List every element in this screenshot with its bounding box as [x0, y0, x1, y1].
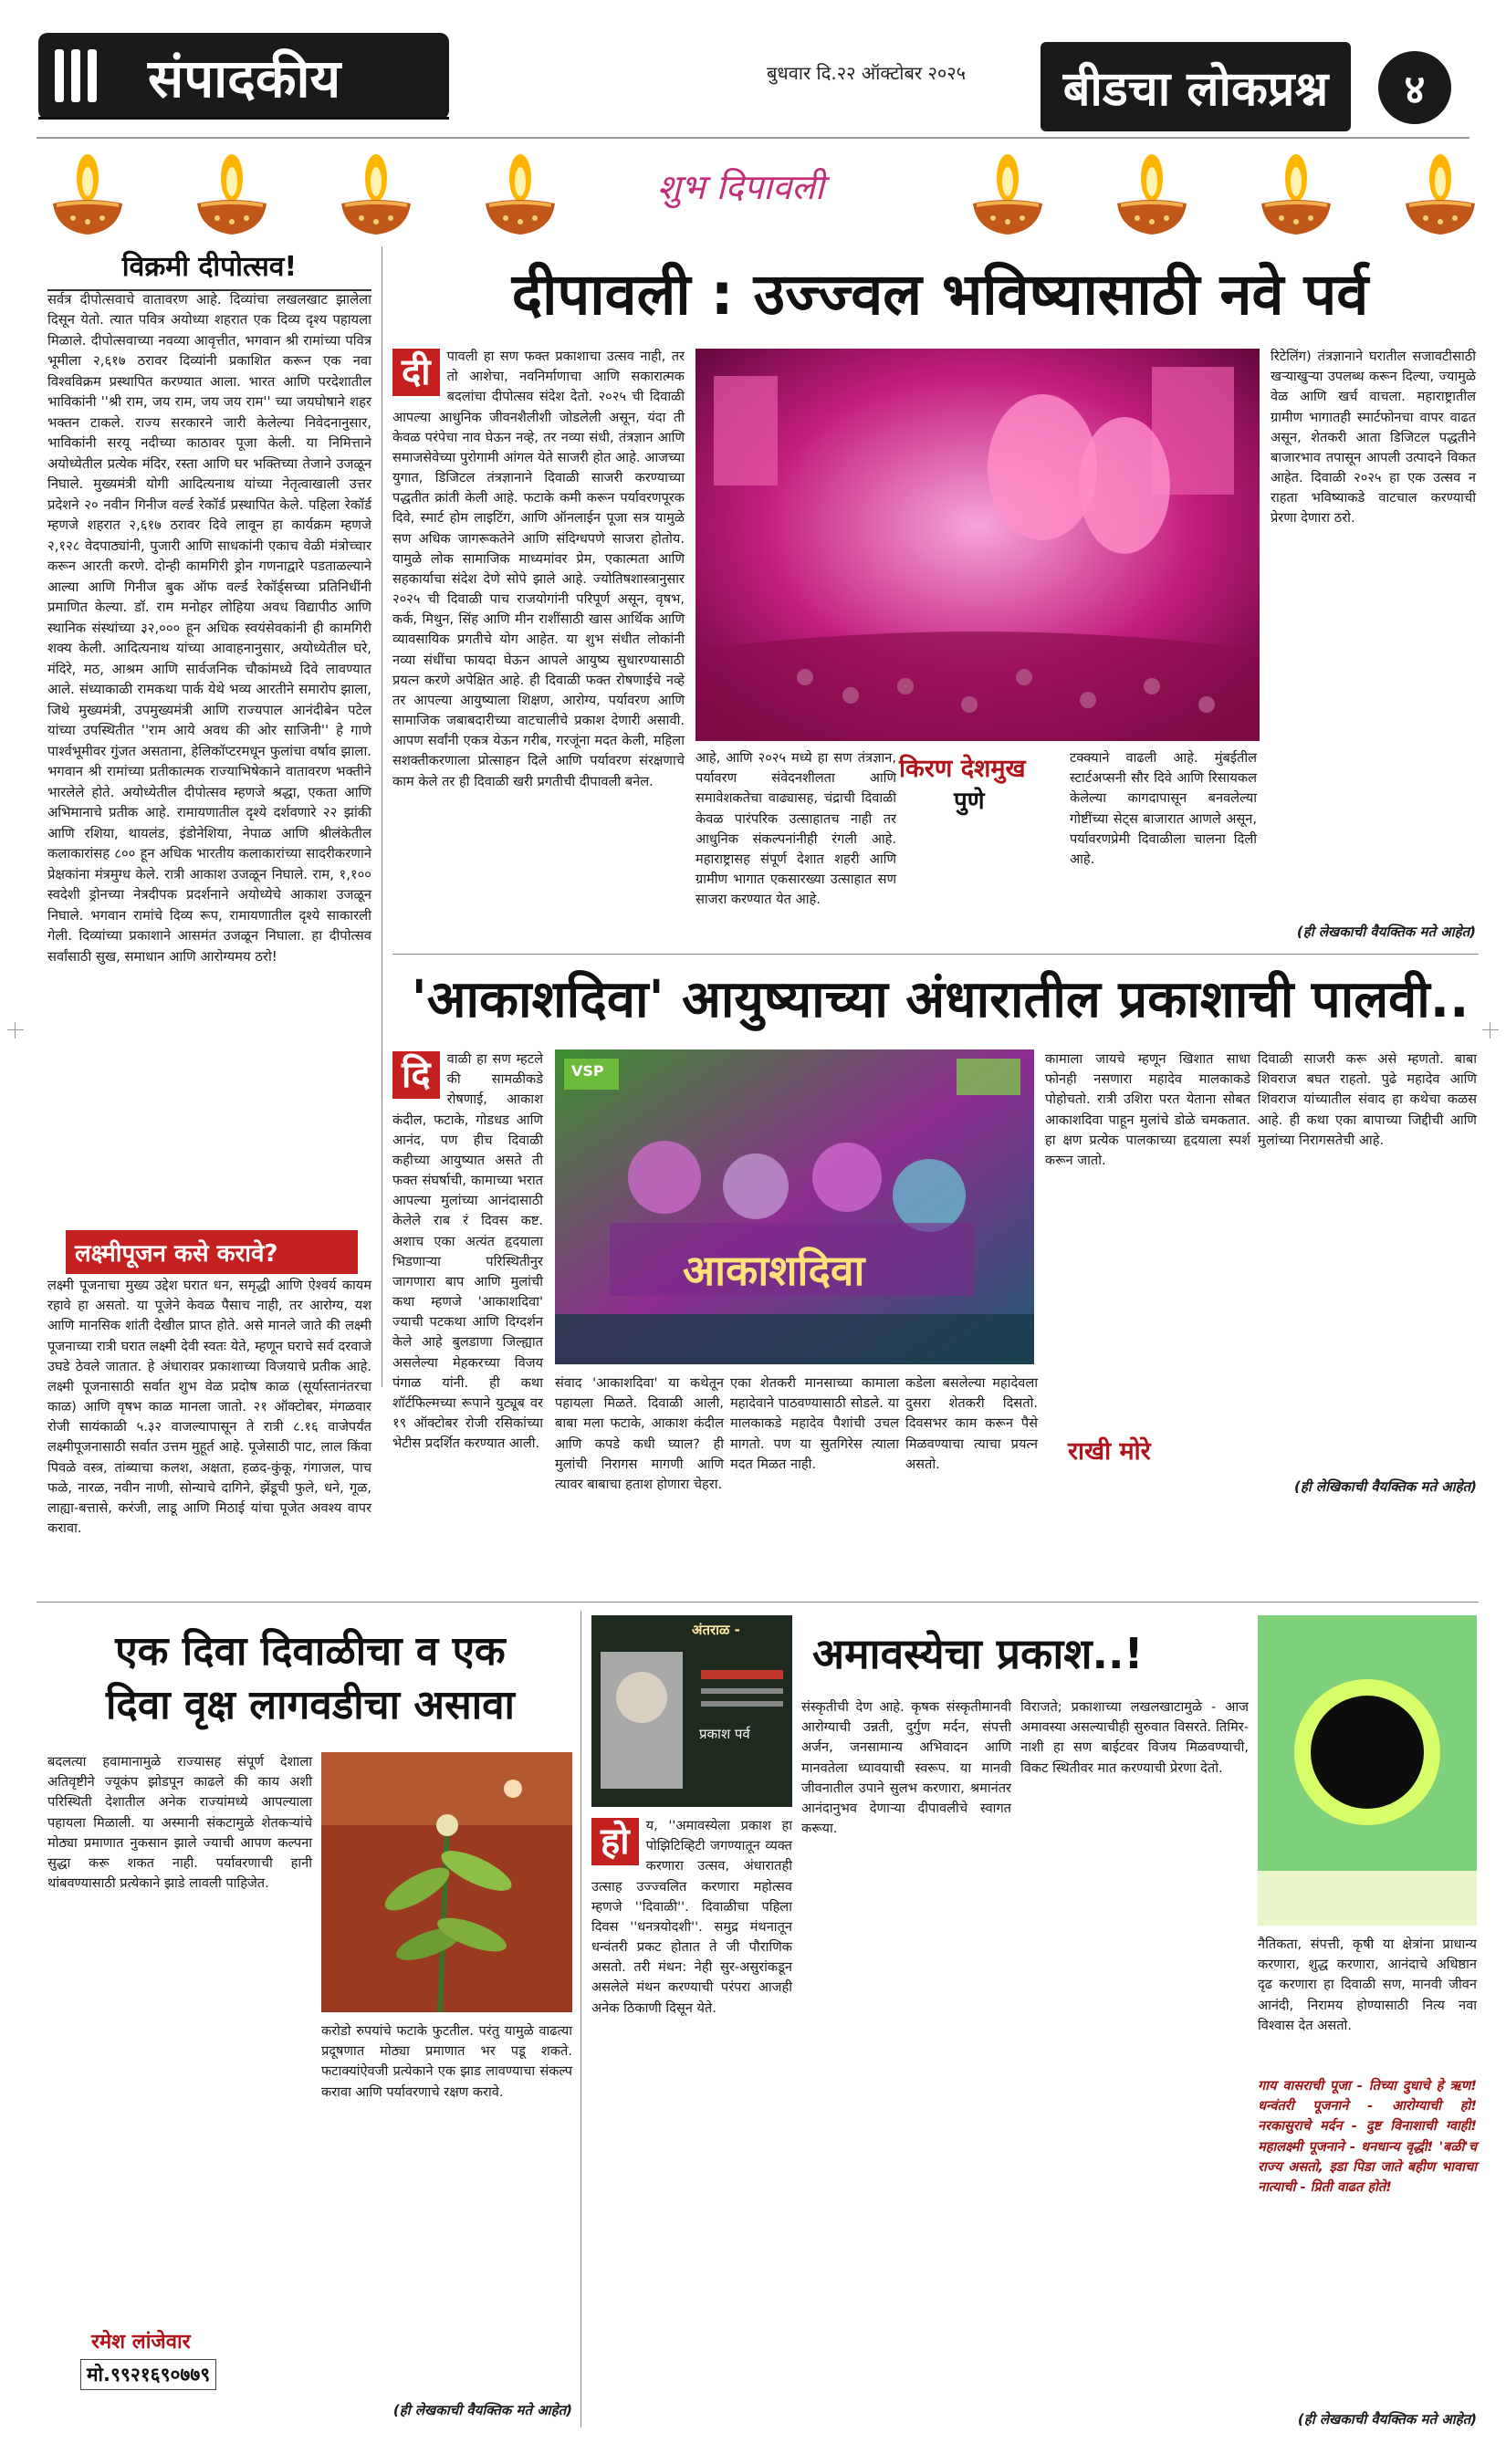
eclipse-photo	[1258, 1615, 1477, 1926]
article2-col1	[392, 1049, 543, 1452]
pen-icon	[51, 46, 106, 106]
article1-col3: टक्क्याने वाढली आहे. मुंबईतील स्टार्टअप्सनी सौर दिवे आणि रिसायकल केलेल्या कागदापासून बनवलेल्या गोष्टींच्या सेट्स बाजारात आणले असून, पर्यावरणप्रेमी दिवाळीला चालना दिली आहे.	[1070, 750, 1257, 867]
article2-col2: संवाद 'आकाशदिवा' या कथेतून पहायला मिळते. दिवाळी आली, बाबा मला फटाके, आकाश कंदील आणि कपडे कधी घ्याल? ही मुलांची निरागस मागणी आणि त्यावर बाबाचा हताश होणारा चेहरा.	[555, 1375, 724, 1492]
akashdiva-poster	[555, 1049, 1034, 1364]
article3-headline-line1: एक दिवा दिवाळीचा व एक	[115, 1628, 506, 1675]
article4-note: (ही लेखकाची वैयक्तिक मते आहेत)	[1297, 2411, 1477, 2427]
diya-icon	[336, 151, 416, 242]
article2-note: (ही लेखिकाची वैयक्तिक मते आहेत)	[1294, 1478, 1477, 1495]
diya-icon	[1112, 151, 1192, 242]
article3-note: (ही लेखकाची वैयक्तिक मते आहेत)	[392, 2402, 572, 2418]
article2-byline-name: राखी मोरे	[1068, 1437, 1151, 1466]
article1-col1	[392, 347, 685, 885]
sidebar-title: विक्रमी दीपोत्सव!	[47, 246, 371, 291]
article2-headline: 'आकाशदिवा' आयुष्याच्या अंधारातील प्रकाशाची पालवी..	[411, 970, 1469, 1029]
registration-mark	[7, 1022, 24, 1039]
diwali-temple-photo	[695, 349, 1260, 741]
dropcap: दी	[392, 349, 440, 396]
lakshmi-pooja-body: लक्ष्मी पूजनाचा मुख्य उद्देश घरात धन, समृद्धी आणि ऐश्वर्य कायम रहावे हा असतो. या पूजेने केवळ पैसाच नाही, तर आरोग्य, यश आणि मानसिक शांती देखील प्राप्त होते. असे मानले जाते की लक्ष्मी पूजनाच्या रात्री घरात लक्ष्मी देवी स्वतः येते, म्हणून घराचे सर्व दरवाजे उघडे ठेवले जातात. हे अंधारावर प्रकाशाच्या विजयाचे प्रतीक आहे. लक्ष्मी पूजनासाठी सर्वात शुभ वेळ प्रदोष काळ (सूर्यास्तानंतरचा काळ) आणि वृषभ काळ मानला जातो. २१ ऑक्टोबर, मंगळवार रोजी सायंकाळी ५.३२ वाजल्यापासून ते रात्री ८.१६ वाजेपर्यंत लक्ष्मीपूजनासाठी सर्वात उत्तम मुहूर्त आहे. पूजेसाठी पाट, लाल किंवा पिवळे वस्त्र, तांब्याचा कलश, अक्षता, हळद-कुंकू, गंगाजल, पाच फळे, नारळ, नवीन नाणी, सोन्याचे दागिने, झेंडूची फुले, धने, गूळ, लाह्या-बत्तासे, करंजी, लाडू आणि मिठाई यांचा पूजेत अवश्य वापर करावा.	[47, 1278, 371, 1537]
article4-col4: नैतिकता, संपत्ती, कृषी या क्षेत्रांना प्राधान्य करणारा, शुद्ध करणारा, आनंदाचे अधिष्ठान दृढ करणारा हा दिवाळी सण, मानवी जीवन आनंदी, निरामय होण्यासाठी नित्य नवा विश्वास देत असतो.	[1258, 1937, 1477, 2033]
article1-note: (ही लेखकाची वैयक्तिक मते आहेत)	[1296, 924, 1476, 940]
article1-col4: रिटेलिंग) तंत्रज्ञानाने घरातील सजावटीसाठी खऱ्याखुऱ्या उपलब्ध करून दिल्या, ज्यामुळे वेळ आणि खर्च वाचला. महाराष्ट्रातील ग्रामीण भागातही स्मार्टफोनचा वापर वाढत असून, शेतकरी आता डिजिटल पद्धतीने बाजारभाव तपासून आपली उत्पादने विकत आहेत. दिवाळी २०२५ हा एक उत्सव न राहता भविष्याकडे वाटचाल करण्याची प्रेरणा देणारा ठरो.	[1271, 349, 1476, 527]
article2-col1-text: वाळी हा सण म्हटले की सामळीकडे रोषणाई, आकाश कंदील, फटाके, गोडधड आणि आनंद, पण हीच दिवाळी कहीच्या आयुष्यात असते ती फक्त संघर्षाची, कामाच्या भरात आपल्या मुलांच्या आनंदासाठी केलेले राब रं दिवस कष्ट. अशाच एका अत्यंत हृदयाला भिडणाऱ्या परिस्थितीनुर जागणारा बाप आणि मुलांची कथा म्हणजे 'आकाशदिवा' ज्याची पटकथा आणि दिग्दर्शन केले आहे बुलडाणा जिल्ह्यात असलेल्या मेहकरच्या विजय पंगाळ यांनी. ही कथा शॉर्टफिल्मच्या रूपाने युट्यूब वर १९ ऑक्टोबर रोजी रसिकांच्या भेटीस प्रदर्शित करण्यात आली.	[392, 1051, 543, 1452]
article2-col5: कामाला जायचे म्हणून खिशात साधा फोनही नसणारा महादेव मालकाकडे पोहोचतो. रात्री उशिरा परत येताना सोबत आकाशदिवा पाहून मुलांचे डोळे चमकतात. हा क्षण प्रत्येक पालकाच्या हृदयाला स्पर्श करून जातो.	[1045, 1051, 1250, 1168]
article4-col3: विराजते; प्रकाशाच्या लखलखाटामुळे - आज अमावस्या असल्याचीही सुरुवात विसरते. तिमिर-नाशी हा सण बाईटवर विजय मिळवण्याची, विकट स्थितीवर मात करण्याची प्रेरणा देतो.	[1020, 1699, 1249, 1776]
dropcap: दि	[392, 1051, 440, 1099]
diya-icon	[1256, 151, 1336, 242]
article4-quote: गाय वासराची पूजा - तिच्या दुधाचे हे ऋण! धन्वंतरी पूजनाने - आरोग्याची हो! नरकासुराचे मर्दन - दुष्ट विनाशाची ग्वाही! महालक्ष्मी पूजनाने - धनधान्य वृद्धी! 'बळी'च राज्य असतो, इडा पिडा जाते बहीण भावाचा नात्याची - प्रिती वाढत होते!	[1258, 2078, 1477, 2195]
festival-poster	[591, 1615, 792, 1807]
plant-photo	[321, 1752, 572, 2012]
section-divider	[392, 954, 1479, 955]
section-divider	[37, 1602, 1479, 1603]
article3-col1: बदलत्या हवामानामुळे राज्यासह संपूर्ण देशाला अतिवृष्टीने ज्यूकंप झोडपून काढले की काय अशी परिस्थिती देशातील अनेक राज्यांमध्ये आपल्याला पहायला मिळाली. या अस्मानी संकटामुळे शेतकऱ्यांचे मोठ्या प्रमाणात नुकसान झाले ज्याची आपण कल्पना सुद्धा करू शकत नाही. पर्यावरणाची हानी थांबवण्यासाठी प्रत्येकाने झाडे लावली पाहिजेत.	[47, 1754, 312, 1892]
dropcap: हो	[591, 1818, 639, 1865]
article4-col2: संस्कृतीची देण आहे. कृषक संस्कृतीमानवी आरोग्याची उन्नती, दुर्गुण मर्दन, संपत्ती अर्जन, जनसामान्य अभिवादन आणि मानवतेला ध्यावयाची स्वरूप. या मानवी जीवनातील उपाने सुलभ करणारा, श्रमानंतर आनंदानुभव देणाऱ्या दीपावलीचे स्वागत करूया.	[801, 1699, 1011, 1837]
diya-icon	[47, 151, 128, 242]
poster-brand: VSP	[571, 1062, 604, 1080]
article2-col3: एका शेतकरी मानसाच्या कामाला महादेवाने पाठवण्यासाठी सोडले. या मालकाकडे महादेव पैशांची उचल मागतो. पण या सुतगिरेस त्याला मदत मिळत नाही.	[730, 1375, 899, 1472]
article1-byline-name: किरण देशमुख	[899, 755, 1026, 783]
article3-byline-name: रमेश लांजेवार	[91, 2331, 191, 2354]
diya-icon	[1400, 151, 1480, 242]
article1-col1-text: पावली हा सण फक्त प्रकाशाचा उत्सव नाही, तर तो आशेचा, नवनिर्माणाचा आणि सकारात्मक बदलांचा दीपोत्सव संदेश देतो. २०२५ ची दिवाळी आपल्या आधुनिक जीवनशैलीशी जोडलेली असून, यंदा ती केवळ परंपेचा नाव घेऊन नव्हे, तर नव्या संधी, तंत्रज्ञान आणि समाजसेवेच्या पुरोगामी आंगल येते साजरी होत आहे. आजच्या युगात, डिजिटल तंत्रज्ञानाने दिवाळी साजरी करण्याच्या पद्धतीत क्रांती केली आहे. फटाके कमी करून पर्यावरणपूरक दिवे, स्मार्ट होम लाइटिंग, आणि ऑनलाईन पूजा सत्र यामुळे सण अधिक जागरूकतेने आणि संदिग्धपणे साजरा होतोय. यामुळे लोक सामाजिक माध्यमांवर प्रेम, एकात्मता आणि सहकार्याचा संदेश देणे सोपे झाले आहे. ज्योतिषशास्त्रानुसार २०२५ ची दिवाळी पाच राजयोगांनी परिपूर्ण असून, वृषभ, कर्क, मिथुन, सिंह आणि मीन राशींसाठी खास आर्थिक आणि व्यावसायिक प्रगतीचे योग आहेत. या शुभ संधीत लोकांनी नव्या संधींचा फायदा घेऊन आपले आयुष्य सुधारण्यासाठी प्रयत्न करणे अपेक्षित आहे. ही दिवाळी फक्त रोषणाईचे नव्हे तर आपल्या आयुष्याला शिक्षण, आरोग्य, पर्यावरण आणि सामाजिक जबाबदारीच्या वाटचालीचे प्रकाश देणारी असावी. आपण सर्वांनी एकत्र येऊन गरीब, गरजूंना मदत केली, महिला सशक्तीकरणाला प्रोत्साहन दिले आणि पर्यावरण संरक्षणाचे काम केले तर ही दिवाळी खरी प्रगतीची दीपावली बनेल.	[392, 349, 685, 789]
paper-name: बीडचा लोकप्रश्न	[1041, 42, 1351, 131]
greeting-text: शुभ दिपावली	[657, 167, 824, 207]
article1-col2: आहे, आणि २०२५ मध्ये हा सण तंत्रज्ञान, पर्यावरण संवेदनशीलता आणि समावेशकतेचा वाढ्यासह, चंद्राची दिवाळी केवळ पारंपरिक उत्साहातच नाही तर आधुनिक संकल्पनांनीही रंगली आहे. महाराष्ट्रासह संपूर्ण देशात शहरी आणि ग्रामीण भागात एकसारख्या उत्साहात सण साजरा करण्यात येत आहे.	[695, 750, 896, 908]
article2-col4: कडेला बसलेल्या महादेवला दुसरा शेतकरी दिसतो. दिवसभर काम करून पैसे मिळवण्याचा त्याचा प्रयत्न असतो.	[905, 1375, 1038, 1472]
lakshmi-pooja-title: लक्ष्मीपूजन कसे करावे?	[66, 1230, 358, 1274]
article4-col1	[591, 1816, 792, 2437]
article3-headline-line2: दिवा वृक्ष लागवडीचा असावा	[106, 1682, 515, 1729]
article2-col6: दिवाळी साजरी करू असे म्हणतो. बाबा शिवराज बघत राहतो. पुढे महादेव आणि शिवराज यांच्यातील संवाद हा कथेचा कळस आहे. ही कथा एका बापाच्या जिद्दीची आणि मुलांच्या निरागसतेची आहे.	[1258, 1051, 1477, 1148]
registration-mark	[1482, 1022, 1499, 1039]
article1-byline-city: पुणे	[954, 788, 985, 815]
article4-col1-text: य, ''अमावस्येला प्रकाश हा पोझिटिव्हिटी जगण्यातून व्यक्त करणारा उत्सव, अंधारातही उत्साह उज्ज्वलित करणारा महोत्सव म्हणजे ''दिवाळी''. दिवाळीचा पहिला दिवस ''धनत्रयोदशी''. समुद्र मंथनातून धन्वंतरी प्रकट होतात ते जी पौराणिक असतो. तरी मंथन: नेही सुर-असुरांकडून असलेले मंथन करण्याची परंपरा आजही अनेक ठिकाणी दिसून येते.	[591, 1818, 792, 2016]
article3-headline	[55, 1624, 566, 1733]
poster-sub-text: प्रकाश पर्व	[699, 1726, 750, 1742]
diya-icon	[192, 151, 272, 242]
diya-icon	[967, 151, 1048, 242]
sidebar-body: सर्वत्र दीपोत्सवाचे वातावरण आहे. दिव्यांचा लखलखाट झालेला दिसून येतो. त्यात पवित्र अयोध्या शहरात एक दिव्य दृश्य पहायला मिळाले. दीपोत्सवाच्या नवव्या आवृत्तीत, भगवान श्री रामांच्या पवित्र भूमीला २,६१७ ठरावर दिव्यांनी प्रकाशित करून एक नवा विश्वविक्रम प्रस्थापित करण्यात आला. भारत आणि परदेशातील भाविकांनी ''श्री राम, जय राम, जय जय राम'' च्या जयघोषाने शहर भक्तन टाकले. राज्य सरकारने जारी केलेल्या निवेदनानुसार, भाविकांनी सरयू नदीच्या काठावर पूजा केली. या निमित्ताने अयोध्येतील प्रत्येक मंदिर, रस्ता आणि घर भक्तिच्या तेजाने उजळून निघाले. मुख्यमंत्री योगी आदित्यनाथ यांच्या नेतृत्वाखाली उत्तर प्रदेशने २० नवीन गिनीज वर्ल्ड रेकॉर्ड प्रस्थापित केले. पहिला रेकॉर्ड म्हणजे शहरात २,६१७ ठरावर दिवे लावून हा कार्यक्रम म्हणजे २,१२८ वेदपाठ्यांनी, पुजारी आणि साधकांनी एकाच वेळी मंत्रोच्चार करून आरती करणे. दोन्ही कामगिरी ड्रोन गणनाद्वारे पडताळल्याने आल्या आणि गिनीज बुक ऑफ वर्ल्ड रेकॉर्ड्सच्या प्रतिनिधींनी प्रमाणित केल्या. डॉ. राम मनोहर लोहिया अवध विद्यापीठ आणि स्थानिक संस्थांच्या ३२,००० हून अधिक स्वयंसेवकांनी ही कामगिरी शक्य केली. आदित्यनाथ यांच्या आवाहनानुसार, अयोध्येतील घरे, मंदिरे, मठ, आश्रम आणि सार्वजनिक चौकांमध्ये दिवे लावण्यात आले. संध्याकाळी रामकथा पार्क येथे भव्य आरतीने समारोप झाला, जिथे मुख्यमंत्री, उपमुख्यमंत्री आणि राज्यपाल आनंदीबेन पटेल यांच्या उपस्थितीत ''राम आये अवध की ओर साजिनी'' हे गाणे पार्श्वभूमीवर गुंजत असताना, हेलिकॉप्टरमधून फुलांचा वर्षाव झाला. भगवान श्री रामांच्या प्रतीकात्मक राज्याभिषेकाने वातावरण भक्तीने भारलेले होते. अयोध्येतील दीपोत्सव म्हणजे श्रद्धा, एकता आणि अभिमानाचे प्रतीक आहे. रामायणातील दृश्ये दर्शवणारे २२ झांकी आणि रशिया, थायलंड, इंडोनेशिया, नेपाळ आणि श्रीलंकेतील कलाकारांसह ८०० हून अधिक भारतीय कलाकारांच्या सादरीकरणाने प्रेक्षकांना मंत्रमुग्ध केले. रात्री आकाश उजळून निघाले. राम, १,१०० स्वदेशी ड्रोनच्या नेत्रदीपक प्रदर्शनाने अयोध्येचे आकाश उजळून निघाले. भगवान रामांचे दिव्य रूप, रामायणातील दृश्ये साकारली गेली. दिव्यांच्या प्रकाशाने आसमंत उजळून निघाला. हा दीपोत्सव सर्वांसाठी सुख, समाधान आणि आरोग्यमय ठरो!	[47, 292, 371, 965]
poster-title: आकाशदिवा	[683, 1246, 865, 1295]
header-divider	[37, 137, 1469, 139]
header-rule	[38, 117, 449, 120]
column-divider	[580, 1611, 581, 2427]
article3-col2: करोडो रुपयांचे फटाके फुटतील. परंतु यामुळे वाढत्या प्रदूषणात मोठ्या प्रमाणात भर पडू शकते. फटाक्यांऐवजी प्रत्येकाने एक झाड लावण्याचा संकल्प करावा आणि पर्यावरणाचे रक्षण करावे.	[321, 2023, 572, 2100]
article1-headline: दीपावली : उज्ज्वल भविष्यासाठी नवे पर्व	[511, 261, 1369, 328]
article3-byline-phone: मो.९९२१६९०७७९	[80, 2359, 216, 2390]
issue-date: बुधवार दि.२२ ऑक्टोबर २०२५	[767, 62, 967, 84]
article4-headline: अमावस्येचा प्रकाश..!	[812, 1629, 1144, 1678]
diya-icon	[480, 151, 560, 242]
poster-top-text: अंतराळ -	[692, 1622, 740, 1638]
page-number: ४	[1378, 51, 1451, 124]
section-title: संपादकीय	[148, 47, 341, 110]
